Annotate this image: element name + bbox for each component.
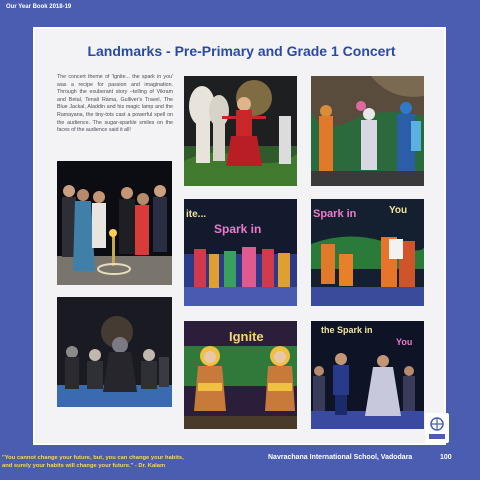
footer-quote (2, 454, 242, 470)
photo-white-costume-dancers (184, 76, 297, 186)
content-panel (33, 27, 446, 445)
page-number: 100 (440, 454, 452, 461)
stage-text-you-2: You (396, 337, 413, 347)
photo-dark-costume-group (57, 297, 172, 407)
footer-quote-line-1: "You cannot change your future, but, you can change your habits, (2, 455, 184, 461)
stage-text-the-spark-in: the Spark in (321, 325, 373, 335)
page-title: Landmarks - Pre-Primary and Grade 1 Concert (87, 43, 396, 59)
concert-story-text: The concert theme of 'Ignite... the spark in you' was a recipe for passion and imagination. Through the exuberant story –telling of Vikram and Betal, Tenali Rama, Gulliver's Travel, The Blue Jackal, Aladdin and his magic lamp and the Ramayana, the tiny-tots cast a powerful spell on the audience. The sugar-sparkle smiles on the faces of the audience said it all! (57, 74, 173, 134)
photo-ignite-yellow-costumes (184, 321, 297, 429)
stage-text-spark: Spark in (313, 208, 357, 220)
stage-text-ignite: Ignite (229, 329, 264, 344)
footer-quote-line-2: and surely your habits will change your future." - Dr. Kalam (2, 463, 166, 469)
stage-text-spark-in: Spark in (214, 222, 262, 236)
photo-spark-in-you-dancers (311, 199, 424, 306)
photo-lamp-lighting (57, 161, 172, 285)
stage-text-you: You (389, 205, 408, 216)
photo-children-on-stage (311, 321, 424, 429)
footer-school-name: Navrachana International School, Vadodara (268, 454, 413, 461)
photo-animal-costumes (311, 76, 424, 186)
school-logo-icon (425, 413, 449, 443)
stage-text-ignite-short: ite... (186, 209, 207, 220)
photo-ignite-stage-dance (184, 199, 297, 306)
yearbook-header: Our Year Book 2018-19 (6, 4, 72, 10)
